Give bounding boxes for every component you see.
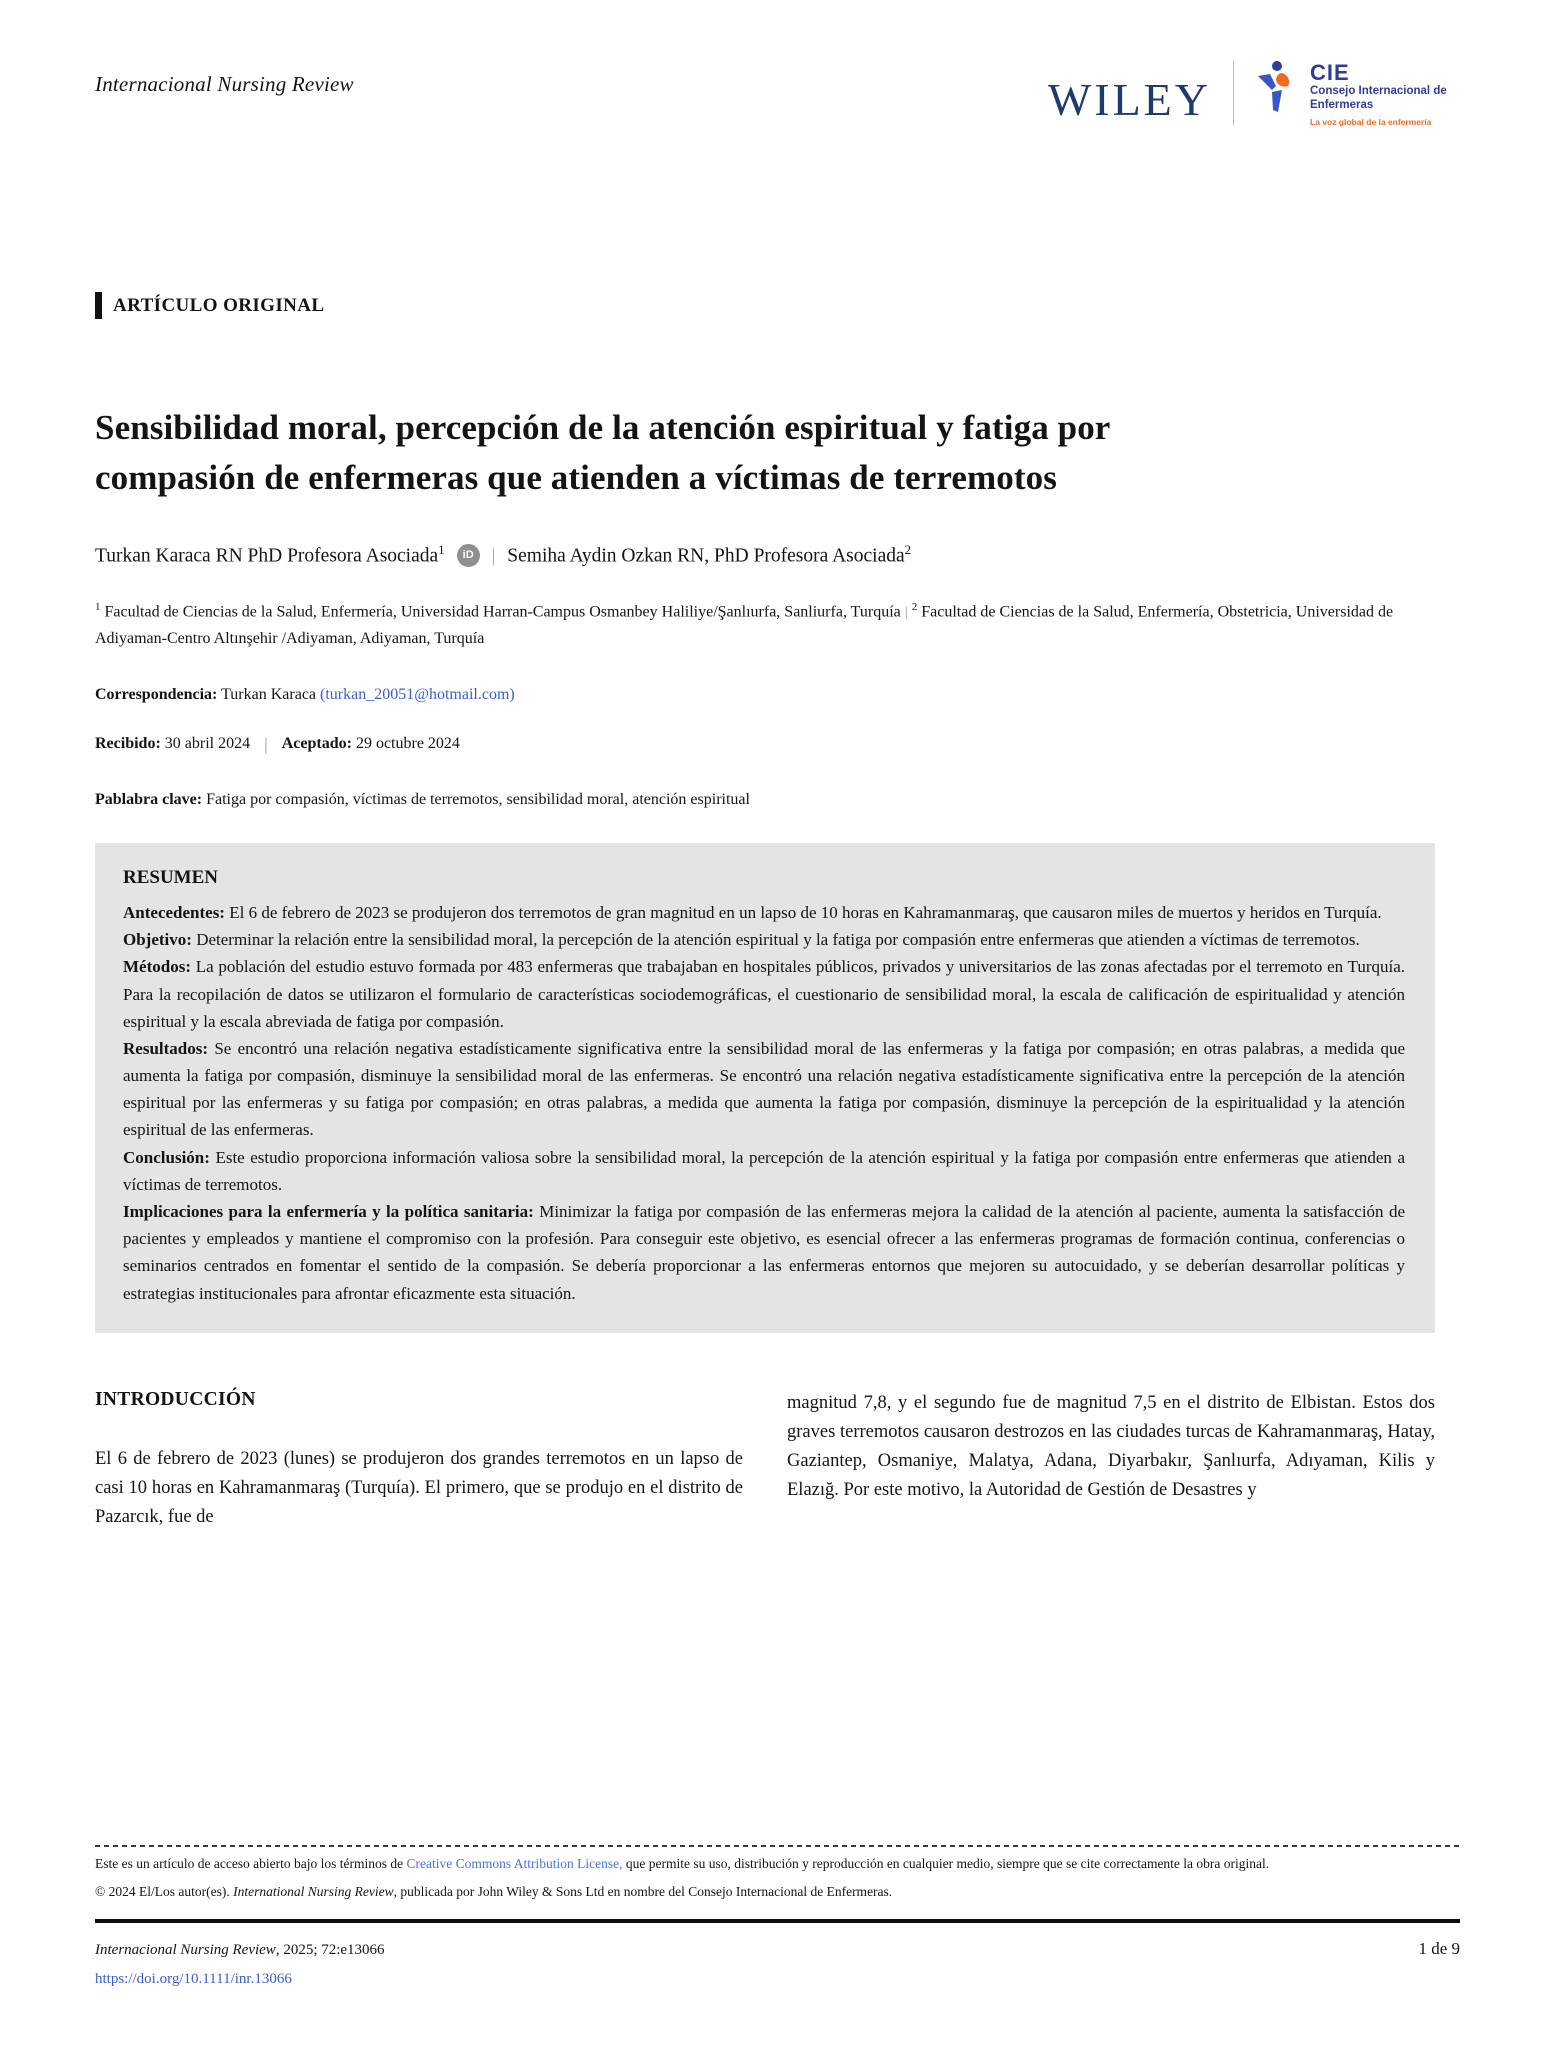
cie-abbr: CIE (1310, 60, 1350, 85)
article-type (95, 292, 1460, 319)
abstract-title: RESUMEN (123, 866, 219, 888)
author-1: Turkan Karaca RN PhD Profesora Asociada$^1$ (95, 542, 445, 567)
dates-line (95, 734, 1460, 755)
received-label: Recibido: (95, 735, 161, 753)
correspondence-line (95, 686, 1460, 704)
article-type-bar (95, 292, 102, 319)
received-value: 30 abril 2024 (164, 735, 251, 753)
logo-divider (1233, 61, 1234, 125)
abstract-section-label: Antecedentes: (123, 902, 225, 922)
abstract-section-label: Implicaciones para la enfermería y la política sanitaria: (123, 1202, 534, 1222)
abstract-section-label: Conclusión: (123, 1147, 210, 1167)
page-footer (95, 1845, 1460, 1988)
correspondence-label: Correspondencia: (95, 685, 218, 703)
intro-col-right (787, 1389, 1435, 1533)
received (95, 735, 250, 753)
abstract-section-objetivo (123, 926, 1405, 953)
intro-paragraph-right: magnitud 7,8, y el segundo fue de magnitud 7,5 en el distrito de Elbistan. Estos dos graves terremotos causaron destrozos en las ciudades turcas de Kahramanmaraş, Hatay, Gaziantep, Osmaniye, Malatya, Adana, Diyarbakır, Şanlıurfa, Adıyaman, Kilis y Elazığ. Por este motivo, la Autoridad de Gestión de Desastres y (787, 1392, 1435, 1501)
copyright-text (95, 1881, 1460, 1903)
abstract-section-text: La población del estudio estuvo formada por 483 enfermeras que trabajaban en hospitales públicos, privados y universitarios de las zonas afectadas por el terremoto en Turquía. Para la recopilación de datos se utilizaron el formulario de características sociodemográficas, el cuestionario de sensibilidad moral, la escala de calificación de espiritualidad y atención espiritual y la escala abreviada de fatiga por compasión. (123, 957, 1406, 1031)
abstract-section-label: Métodos: (123, 957, 191, 977)
abstract-section-label: Objetivo: (123, 930, 192, 950)
copyright-post: , publicada por John Wiley & Sons Ltd en nombre del Consejo Internacional de Enfermeras. (393, 1883, 893, 1899)
page-header (95, 58, 1460, 154)
affiliation-1-sup: 1 (95, 600, 101, 613)
keywords-label: Pablabra clave: (95, 790, 203, 808)
footnote-divider (95, 1845, 1460, 1847)
abstract-section-text: El 6 de febrero de 2023 se produjeron dos terremotos de gran magnitud en un lapso de 10 horas en Kahramanmaraş, que causaron miles de muertos y heridos en Turquía. (229, 902, 1382, 922)
accepted-value: 29 octubre 2024 (355, 735, 460, 753)
footer-doi-link[interactable]: https://doi.org/10.1111/inr.13066 (95, 1970, 292, 1987)
license-link[interactable]: Creative Commons Attribution License, (406, 1856, 623, 1871)
license-post: que permite su uso, distribución y reproducción en cualquier medio, siempre que se cite correctamente la obra original. (622, 1856, 1270, 1871)
abstract-box (95, 843, 1435, 1333)
footer-cite (95, 1942, 385, 1959)
author-1-sup: 1 (438, 542, 445, 558)
author-divider: | (491, 544, 496, 565)
cie-logo-icon (1256, 60, 1300, 122)
cie-logo (1256, 60, 1460, 128)
abstract-section-text: Determinar la relación entre la sensibilidad moral, la percepción de la atención espiritual y la fatiga por compasión entre enfermeras que atienden a víctimas de terremotos. (196, 930, 1360, 950)
footer-rule (95, 1919, 1460, 1923)
keywords-line (95, 791, 1460, 809)
footer-bottom-row (95, 1939, 1460, 1959)
abstract-section-label: Resultados: (123, 1038, 209, 1058)
intro-section (95, 1389, 1460, 1533)
abstract-section-antecedentes (123, 899, 1405, 926)
cie-tagline: La voz global de la enfermería (1310, 116, 1432, 127)
intro-col-left (95, 1389, 743, 1533)
accepted-label: Aceptado: (281, 735, 352, 753)
license-text (95, 1853, 1460, 1875)
correspondence-name: Turkan Karaca (221, 685, 317, 703)
footer-cite-journal: Internacional Nursing Review (95, 1941, 276, 1958)
affiliation-2: Facultad de Ciencias de la Salud, Enfermería, Obstetricia, Universidad de Adiyaman-Centro Altınşehir /Adiyaman, Adiyaman, Turquía (95, 603, 1394, 647)
abstract-section-metodos (123, 953, 1405, 1035)
wiley-logo: WILEY (1047, 73, 1211, 125)
intro-paragraph-left: El 6 de febrero de 2023 (lunes) se produjeron dos grandes terremotos en un lapso de casi 10 horas en Kahramanmaraş (Turquía). El primero, que se produjo en el distrito de Pazarcık, fue de (95, 1448, 743, 1528)
intro-heading: INTRODUCCIÓN (95, 1388, 256, 1410)
publisher-logos (1048, 58, 1460, 128)
date-divider: | (264, 733, 268, 754)
author-2-sup: 2 (904, 542, 912, 558)
footer-cite-rest: , 2025; 72:e13066 (275, 1941, 385, 1958)
cie-logo-text (1310, 60, 1460, 128)
affiliation-divider: | (904, 604, 908, 621)
page-title: Sensibilidad moral, percepción de la atención espiritual y fatiga por compasión de enfermeras que atienden a víctimas de terremotos (95, 408, 1110, 497)
abstract-section-text: Minimizar la fatiga por compasión de las enfermeras mejora la calidad de la atención al paciente, aumenta la satisfacción de pacientes y empleados y mantiene el compromiso con la profesión. Para conseguir este objetivo, es esencial ofrecer a las enfermeras programas de formación continua, conferencias o seminarios centrados en fomentar el sentido de la compasión. Se debería proporcionar a las enfermeras entornos que mejoren su autocuidado, y se deberían desarrollar políticas y estrategias institucionales para afrontar eficazmente esta situación. (123, 1202, 1405, 1303)
footer-doi (95, 1971, 1460, 1988)
abstract-section-text: Se encontró una relación negativa estadísticamente significativa entre la sensibilidad moral de las enfermeras y la fatiga por compasión; en otras palabras, a medida que aumenta la fatiga por compasión, disminuye la sensibilidad moral de las enfermeras. Se encontró una relación negativa estadísticamente significativa entre la percepción de la atención espiritual por las enfermeras y su fatiga por compasión; en otras palabras, a medida que aumenta la fatiga por compasión, disminuye la percepción de la espiritualidad y la atención espiritual de las enfermeras. (123, 1038, 1406, 1140)
correspondence-email-link[interactable]: (turkan_20051@hotmail.com) (320, 685, 515, 703)
license-pre: Este es un artículo de acceso abierto bajo los términos de (95, 1856, 407, 1871)
affiliation-1: Facultad de Ciencias de la Salud, Enfermería, Universidad Harran-Campus Osmanbey Haliliye/Şanlıurfa, Sanliurfa, Turquía (104, 603, 901, 621)
footer-page-number: 1 de 9 (1418, 1938, 1460, 1958)
cie-name: Consejo Internacional de Enfermeras (1310, 85, 1447, 111)
author-2: Semiha Aydin Ozkan RN, PhD Profesora Asociada$^2$ (507, 542, 912, 567)
abstract-section-text: Este estudio proporciona información valiosa sobre la sensibilidad moral, la percepción de la atención espiritual y la fatiga por compasión entre enfermeras que atienden a víctimas de terremotos. (123, 1147, 1405, 1194)
copyright-pre: © 2024 El/Los autor(es). (95, 1883, 234, 1899)
copyright-journal: International Nursing Review (233, 1883, 394, 1899)
abstract-section-implicaciones (123, 1198, 1405, 1307)
abstract-section-conclusion (123, 1144, 1405, 1198)
abstract-section-resultados (123, 1035, 1405, 1144)
accepted (282, 735, 460, 753)
authors-line (95, 542, 1460, 568)
affiliation-2-sup: 2 (911, 600, 918, 613)
keywords-text: Fatiga por compasión, víctimas de terremotos, sensibilidad moral, atención espiritual (206, 790, 750, 808)
header-journal-title: Internacional Nursing Review (95, 72, 354, 96)
article-type-label: ARTÍCULO ORIGINAL (113, 294, 325, 316)
affiliations (95, 598, 1425, 652)
orcid-icon[interactable]: iD (457, 544, 480, 567)
